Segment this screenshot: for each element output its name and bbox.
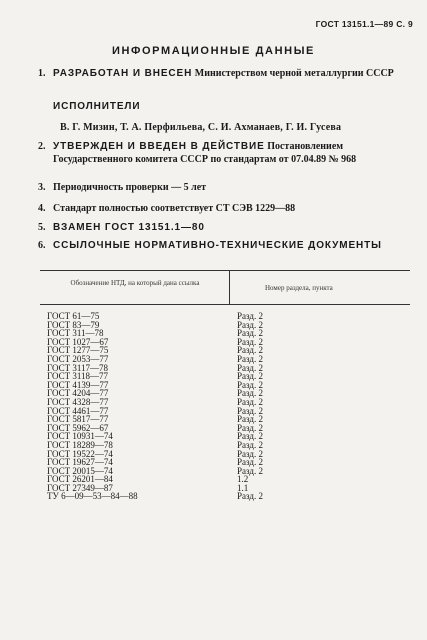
section-reference: Разд. 2 — [237, 379, 263, 390]
section-caps: РАЗРАБОТАН И ВНЕСЕН — [53, 68, 193, 79]
doc-designation: ГОСТ 2053—77 — [47, 353, 109, 364]
section-reference: Разд. 2 — [237, 319, 263, 330]
doc-designation: ГОСТ 3117—78 — [47, 362, 109, 373]
section-2 — [38, 141, 416, 166]
doc-designation: ТУ 6—09—53—84—88 — [47, 491, 138, 502]
doc-designation: ГОСТ 4204—77 — [47, 388, 109, 399]
section-reference: Разд. 2 — [237, 362, 263, 373]
reference-table — [0, 312, 427, 501]
section-text: Постановлением Государственного комитета СССР по стандартам от 07.04.89 № 968 — [53, 141, 357, 165]
section-reference: 1.1 — [237, 482, 249, 493]
doc-designation: ГОСТ 5817—77 — [47, 414, 109, 425]
table-header-rule — [40, 304, 410, 305]
section-caps: УТВЕРЖДЕН И ВВЕДЕН В ДЕЙСТВИЕ — [53, 141, 265, 152]
doc-designation: ГОСТ 27349—87 — [47, 482, 113, 493]
section-5 — [38, 222, 416, 235]
section-reference: Разд. 2 — [237, 311, 263, 321]
section-reference: Разд. 2 — [237, 448, 263, 459]
section-text: Министерством черной металлургии СССР — [194, 68, 394, 79]
doc-designation: ГОСТ 4139—77 — [47, 379, 109, 390]
table-header-section: Номер раздела, пункта — [265, 284, 333, 292]
doc-designation: ГОСТ 1277—75 — [47, 345, 109, 356]
section-text: Периодичность проверки — 5 лет — [53, 182, 207, 193]
section-3 — [38, 182, 416, 195]
section-number: 2. — [38, 141, 46, 152]
section-6 — [38, 240, 416, 253]
section-number: 1. — [38, 68, 46, 79]
section-reference: 1.2 — [237, 474, 249, 485]
doc-designation: ГОСТ 18289—78 — [47, 439, 113, 450]
section-reference: Разд. 2 — [237, 345, 263, 356]
doc-designation: ГОСТ 61—75 — [47, 311, 100, 321]
section-reference: Разд. 2 — [237, 457, 263, 468]
section-reference: Разд. 2 — [237, 371, 263, 382]
table-row — [0, 492, 427, 501]
section-reference: Разд. 2 — [237, 328, 263, 339]
section-reference: Разд. 2 — [237, 336, 263, 347]
table-header-designation: Обозначение НТД, на который дана ссылка — [70, 279, 200, 287]
doc-designation: ГОСТ 19627—74 — [47, 457, 113, 468]
section-text: Стандарт полностью соответствует СТ СЭВ 1229—88 — [53, 203, 296, 214]
section-reference: Разд. 2 — [237, 439, 263, 450]
doc-designation: ГОСТ 311—78 — [47, 328, 104, 339]
executors-names: В. Г. Мизин, Т. А. Перфильева, С. И. Ахманаев, Г. И. Гусева — [60, 122, 342, 133]
section-number: 4. — [38, 203, 46, 214]
doc-designation: ГОСТ 4461—77 — [47, 405, 109, 416]
section-text: ВЗАМЕН ГОСТ 13151.1—80 — [53, 222, 205, 233]
doc-designation: ГОСТ 20015—74 — [47, 465, 113, 476]
table-column-divider — [229, 270, 230, 304]
section-reference: Разд. 2 — [237, 405, 263, 416]
doc-designation: ГОСТ 10931—74 — [47, 431, 113, 442]
doc-designation: ГОСТ 19522—74 — [47, 448, 113, 459]
section-number: 3. — [38, 182, 46, 193]
section-reference: Разд. 2 — [237, 431, 263, 442]
executors-heading: ИСПОЛНИТЕЛИ — [53, 101, 141, 112]
section-1 — [38, 68, 416, 81]
section-reference: Разд. 2 — [237, 422, 263, 433]
doc-designation: ГОСТ 5962—67 — [47, 422, 109, 433]
section-reference: Разд. 2 — [237, 465, 263, 476]
section-reference: Разд. 2 — [237, 353, 263, 364]
table-top-rule — [40, 270, 410, 271]
doc-designation: ГОСТ 1027—67 — [47, 336, 109, 347]
section-reference: Разд. 2 — [237, 388, 263, 399]
doc-designation: ГОСТ 3118—77 — [47, 371, 109, 382]
section-reference: Разд. 2 — [237, 491, 263, 502]
section-reference: Разд. 2 — [237, 396, 263, 407]
doc-designation: ГОСТ 4328—77 — [47, 396, 109, 407]
doc-designation: ГОСТ 83—79 — [47, 319, 100, 330]
section-reference: Разд. 2 — [237, 414, 263, 425]
section-number: 5. — [38, 222, 46, 233]
page-header: ГОСТ 13151.1—89 С. 9 — [315, 19, 413, 29]
section-4 — [38, 203, 416, 216]
doc-designation: ГОСТ 26201—84 — [47, 474, 113, 485]
section-number: 6. — [38, 240, 46, 251]
page-title: ИНФОРМАЦИОННЫЕ ДАННЫЕ — [111, 45, 315, 57]
section-text: ССЫЛОЧНЫЕ НОРМАТИВНО-ТЕХНИЧЕСКИЕ ДОКУМЕНТЫ — [53, 240, 382, 251]
